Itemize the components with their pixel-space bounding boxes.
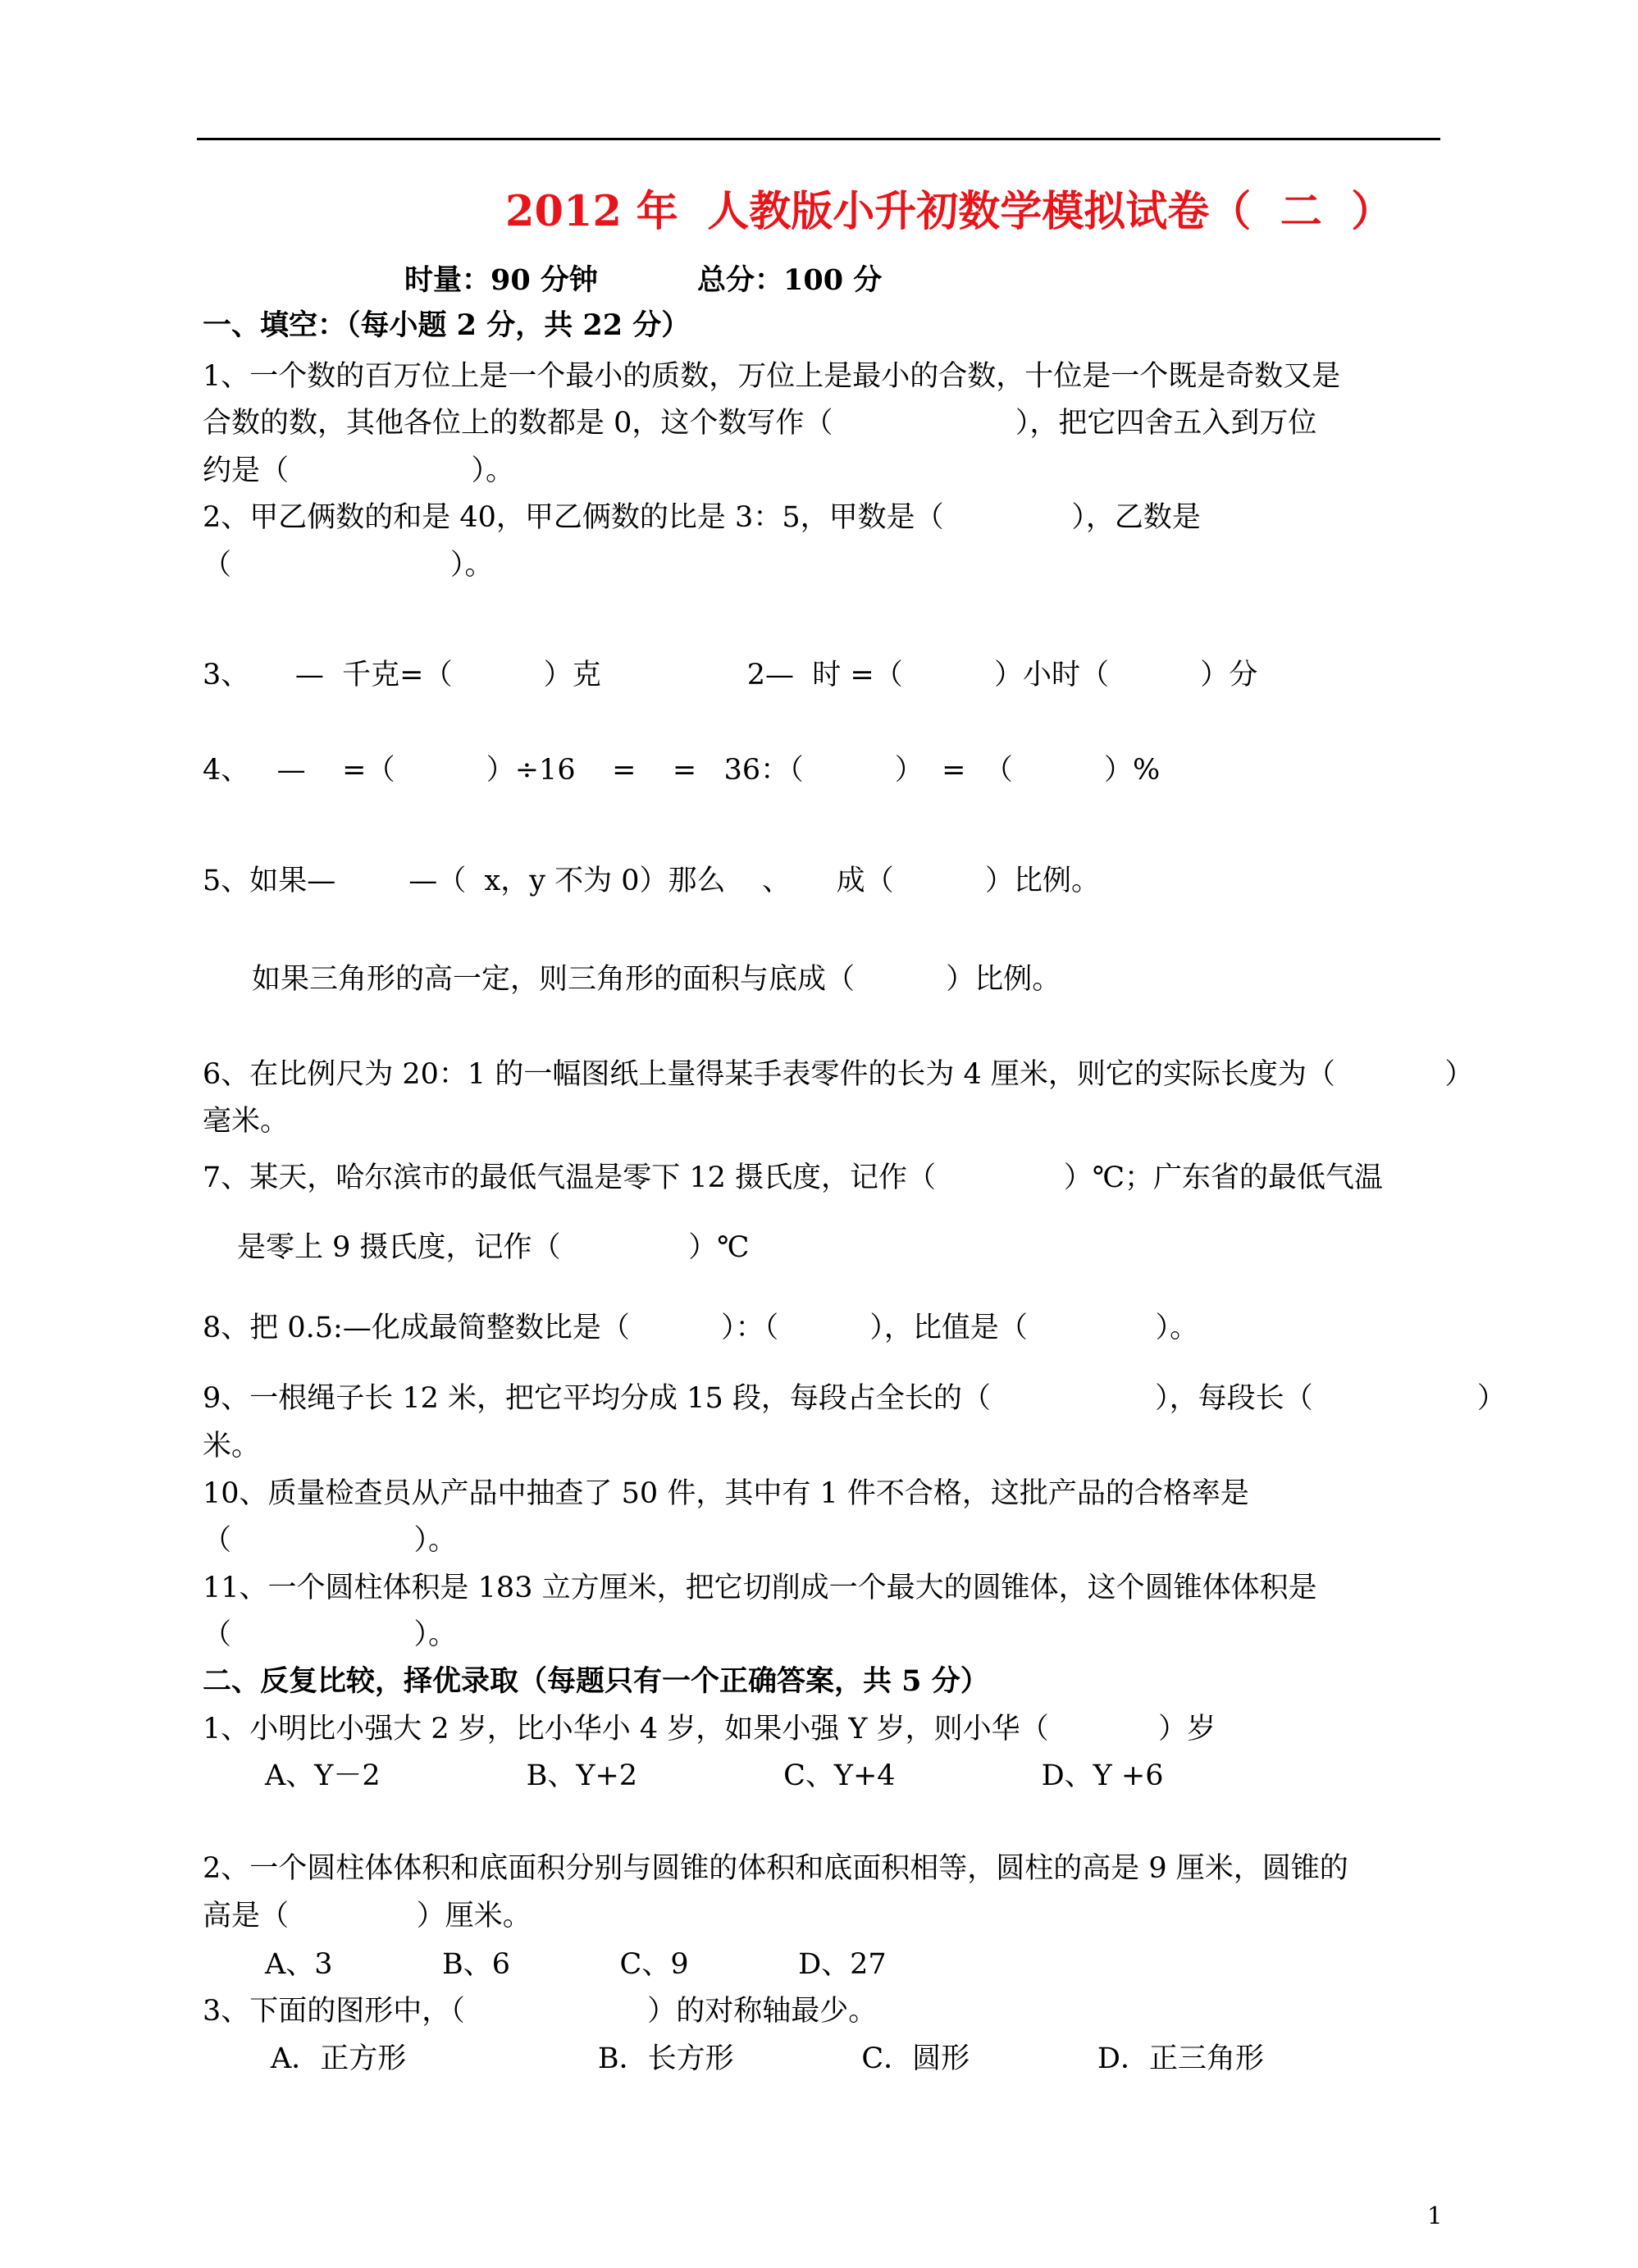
exam-title: 2012 年 人教版小升初数学模拟试卷（ 二 ） (505, 187, 1394, 236)
question-7-line-2: 是零上 9 摄氏度，记作（ ）℃ (237, 1231, 750, 1264)
question-8: 8、把 0.5:—化成最简整数比是（ ）：（ ），比值是（ ）。 (203, 1312, 1199, 1344)
choice-question-2-options: A、3 B、6 C、9 D、27 (265, 1948, 887, 1981)
question-7-line-1: 7、某天，哈尔滨市的最低气温是零下 12 摄氏度，记作（ ）℃；广东省的最低气温 (203, 1161, 1383, 1194)
choice-question-1: 1、小明比小强大 2 岁，比小华小 4 岁，如果小强 Y 岁，则小华（ ）岁 (203, 1713, 1216, 1745)
question-6-line-2: 毫米。 (203, 1105, 290, 1138)
exam-time: 时量：90 分钟 (404, 263, 598, 297)
question-5-line-1: 5、如果— —（ x，y 不为 0）那么 、 成（ ）比例。 (203, 865, 1100, 897)
question-5-line-2: 如果三角形的高一定，则三角形的面积与底成（ ）比例。 (252, 963, 1061, 996)
question-1-line-3: 约是（ ）。 (203, 454, 515, 487)
question-11-line-2: （ ）。 (203, 1618, 458, 1651)
question-6-line-1: 6、在比例尺为 20：1 的一幅图纸上量得某手表零件的长为 4 厘米，则它的实际长度为（ ） (203, 1058, 1474, 1091)
question-1-line-1: 1、一个数的百万位上是一个最小的质数，万位上是最小的合数，十位是一个既是奇数又是 (203, 360, 1341, 393)
page-number: 1 (1427, 2202, 1443, 2229)
choice-question-2-line-2: 高是（ ）厘米。 (203, 1900, 532, 1933)
question-11-line-1: 11、一个圆柱体积是 183 立方厘米，把它切削成一个最大的圆锥体，这个圆锥体体积是 (203, 1572, 1317, 1604)
choice-question-1-options: A、Y－2 B、Y+2 C、Y+4 D、Y +6 (265, 1759, 1164, 1792)
section-2-heading: 二、反复比较，择优录取（每题只有一个正确答案，共 5 分） (203, 1664, 989, 1698)
question-10-line-1: 10、质量检查员从产品中抽查了 50 件，其中有 1 件不合格，这批产品的合格率是 (203, 1477, 1249, 1510)
choice-question-3: 3、下面的图形中，（ ）的对称轴最少。 (203, 1995, 878, 2028)
question-1-line-2: 合数的数，其他各位上的数都是 0，这个数写作（ ），把它四舍五入到万位 (203, 407, 1317, 440)
question-10-line-2: （ ）。 (203, 1524, 458, 1557)
question-9-line-1: 9、一根绳子长 12 米，把它平均分成 15 段，每段占全长的（ ），每段长（ ） (203, 1382, 1506, 1415)
choice-question-2-line-1: 2、一个圆柱体体积和底面积分别与圆锥的体积和底面积相等，圆柱的高是 9 厘米，圆锥的 (203, 1852, 1348, 1885)
question-4: 4、 — =（ ）÷16 = = 36：（ ） = （ ）% (203, 754, 1161, 787)
question-9-line-2: 米。 (203, 1430, 261, 1463)
section-1-heading: 一、填空：（每小题 2 分，共 22 分） (203, 308, 691, 342)
question-2-line-2: （ ）。 (203, 549, 494, 582)
question-3: 3、 — 千克=（ ）克 2— 时 =（ ）小时（ ）分 (203, 659, 1258, 691)
choice-question-3-options: A．正方形 B．长方形 C．圆形 D．正三角形 (271, 2042, 1264, 2075)
question-2-line-1: 2、甲乙俩数的和是 40，甲乙俩数的比是 3：5，甲数是（ ），乙数是 (203, 501, 1201, 534)
header-rule (197, 138, 1440, 140)
exam-total-score: 总分：100 分 (697, 263, 883, 297)
